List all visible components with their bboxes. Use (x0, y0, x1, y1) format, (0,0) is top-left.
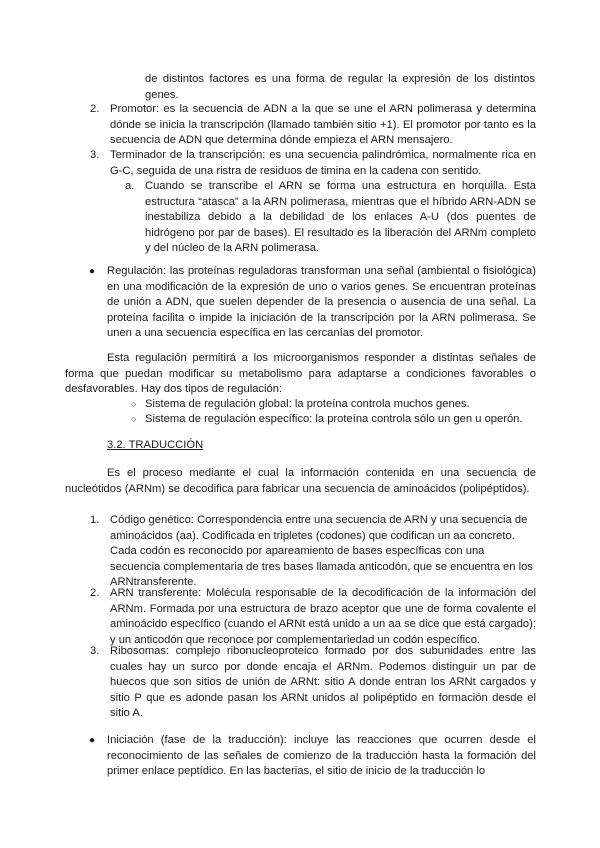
sub-item-text: Cuando se transcribe el ARN se forma una estructura en horquilla. Esta estructura “atasca” a la ARN polimerasa, mientras que el híbrido ARN-ADN se inestabiliza debido a la debilidad de los enlaces A-U (dos puentes de hidrógeno por par de bases). El resultado es la liberación del ARNm completo y del núcleo de la ARN polimerasa. (145, 180, 536, 254)
section-heading: 3.2. TRADUCCIÓN (107, 439, 204, 451)
bullet-icon: ● (89, 735, 96, 746)
bullet-text: Regulación: las proteínas reguladoras transforman una señal (ambiental o fisiológica) en una modificación de la expresión de uno o varios genes. Se encuentran proteínas de unión a ADN, que suelen depender de la presencia o ausencia de una señal. La proteína facilita o impide la iniciación de la transcripción por la ARN polimerasa. Se unen a una secuencia específica en las cercanías del promotor. (107, 265, 536, 339)
bullet-text: Iniciación (fase de la traducción): incluye las reacciones que ocurren desde el reconocimiento de las señales de comienzo de la traducción hasta la formación del primer enlace peptídico. En las bacterias, el sitio de inicio de la traducción lo (107, 734, 536, 777)
regulacion-paragraph: Esta regulación permitirá a los microorganismos responder a distintas señales de forma que puedan modificar su metabolismo para adaptarse a condiciones favorables o desfavorables. Hay dos tipos de regulación: (65, 352, 536, 395)
sub-bullet-text: Sistema de regulación específico: la proteína controla sólo un gen u operón. (145, 413, 523, 425)
list-item-text: Terminador de la transcripción: es una secuencia palindrómica, normalmente rica en G-C, seguida de una ristra de residuos de timina en la cadena con sentido. (110, 149, 536, 177)
list-number: 2. (90, 587, 100, 599)
list-item-text: ARN transferente: Molécula responsable de la decodificación de la información del ARNm. Formada por una estructura de brazo aceptor que une de forma covalente el aminoácido específico (cuando el ARNt está unido a un aa se dice que está cargado); y un anticodón que reconoce por complementariedad un codón específico. (110, 587, 536, 646)
list-number: 3. (90, 645, 100, 657)
list-number: 3. (90, 149, 100, 161)
list-item-text: Código genético: Correspondencia entre una secuencia de ARN y una secuencia de aminoácidos (aa). Codificada en tripletes (codones) que codifican un aa concreto. Cada codón es reconocido por apareamiento de bases específicas con una secuencia complementaria de tres bases llamada anticodón, que se encuentra en los ARNtransferente. (110, 514, 533, 588)
list-number: 2. (90, 103, 100, 115)
list-item-text: Promotor: es la secuencia de ADN a la que se une el ARN polimerasa y determina dónde se inicia la transcripción (llamado también sitio +1). El promotor por tanto es la secuencia de ADN que determina dónde empieza el ARN mensajero. (110, 103, 536, 146)
sub-item-letter: a. (125, 180, 135, 192)
circle-bullet-icon: ○ (131, 414, 137, 424)
list-number: 1. (90, 514, 100, 526)
traduccion-intro: Es el proceso mediante el cual la información contenida en una secuencia de nucleótidos (ARNm) se decodifica para fabricar una secuencia de aminoácidos (polipéptidos). (65, 467, 536, 495)
bullet-icon: ● (89, 266, 96, 277)
list-item-text: Ribosomas: complejo ribonucleoproteico formado por dos subunidades entre las cuales hay un surco por donde encaja el ARNm. Podemos distinguir un par de huecos que son sitios de unión de ARNt: sitio A donde entran los ARNt cargados y sitio P que es adonde pasan los ARNt unidos al polipéptido en formación desde el sitio A. (110, 645, 536, 719)
promotor-continuation: de distintos factores es una forma de regular la expresión de los distintos genes. (145, 73, 535, 101)
circle-bullet-icon: ○ (131, 399, 137, 409)
sub-bullet-text: Sistema de regulación global: la proteína controla muchos genes. (145, 398, 470, 410)
